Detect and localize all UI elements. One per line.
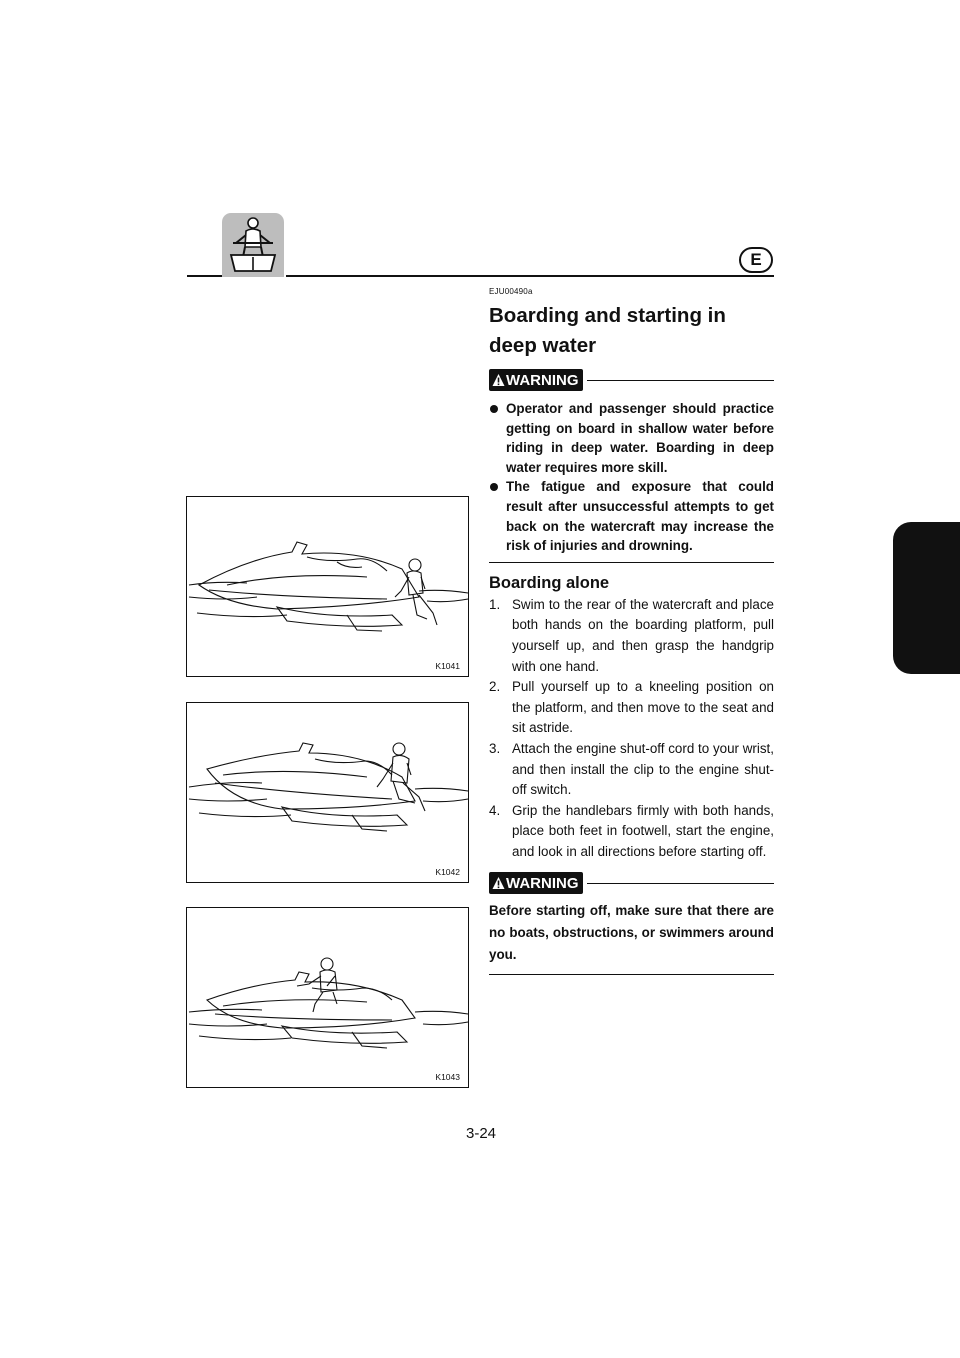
warning-header xyxy=(489,872,774,894)
list-item: 2. Pull yourself up to a kneeling position on the platform, and then move to the seat and sit astride. xyxy=(489,679,774,736)
language-badge: E xyxy=(739,247,773,273)
figure-rider-seated xyxy=(186,907,469,1088)
subheading: Boarding alone xyxy=(489,573,610,592)
list-item: 3. Attach the engine shut-off cord to your wrist, and then install the clip to the engine shut-off switch. xyxy=(489,740,774,798)
warning-rule xyxy=(587,883,775,884)
figure-code: K1042 xyxy=(435,867,460,877)
warning-text: Before starting off, make sure that there are no boats, obstructions, or swimmers around you. xyxy=(489,903,774,963)
figure-code: K1043 xyxy=(435,1072,460,1082)
warning-triangle-icon xyxy=(492,876,505,890)
bullet-icon xyxy=(490,405,498,413)
warning-label xyxy=(489,872,583,894)
section-code: EJU00490a xyxy=(489,287,533,296)
warning-header xyxy=(489,369,774,391)
header-rule-right xyxy=(286,275,774,277)
warning-label xyxy=(489,369,583,391)
content-column xyxy=(489,287,774,975)
rider-seated-illustration xyxy=(187,908,470,1089)
watercraft-rider-icon xyxy=(222,213,284,277)
chapter-side-tab xyxy=(893,522,960,674)
list-item: Operator and passenger should practice getting on board in shallow water before riding in deep water. Boarding in deep water requires more skill. xyxy=(489,399,774,477)
rider-kneeling-on-platform-illustration xyxy=(187,703,470,884)
list-item: The fatigue and exposure that could result after unsuccessful attempts to get back on the watercraft may increase the risk of injuries and drowning. xyxy=(489,477,774,555)
header-rule-left xyxy=(187,275,223,277)
warning-rule xyxy=(587,380,775,381)
swimmer-at-stern-illustration xyxy=(187,497,470,678)
warning-triangle-icon xyxy=(492,373,505,387)
warning-label-text: WARNING xyxy=(506,371,579,389)
warning-bottom-rule xyxy=(489,562,774,563)
bullet-icon xyxy=(490,483,498,491)
figure-code: K1041 xyxy=(435,661,460,671)
warning-label-text: WARNING xyxy=(506,874,579,892)
section-title: Boarding and starting in deep water xyxy=(489,304,726,357)
figure-rider-kneeling xyxy=(186,702,469,883)
warning-list xyxy=(489,399,774,556)
page-number: 3-24 xyxy=(466,1125,497,1142)
figure-swimmer-at-stern xyxy=(186,496,469,677)
warning-bottom-rule xyxy=(489,974,774,975)
list-item: 1. Swim to the rear of the watercraft and place both hands on the boarding platform, pull yourself up, and then grasp the handgrip with one hand. xyxy=(489,596,774,674)
steps-list xyxy=(489,595,774,863)
list-item: 4. Grip the handlebars firmly with both hands, place both feet in footwell, start the engine, and look in all directions before starting off. xyxy=(489,802,774,859)
